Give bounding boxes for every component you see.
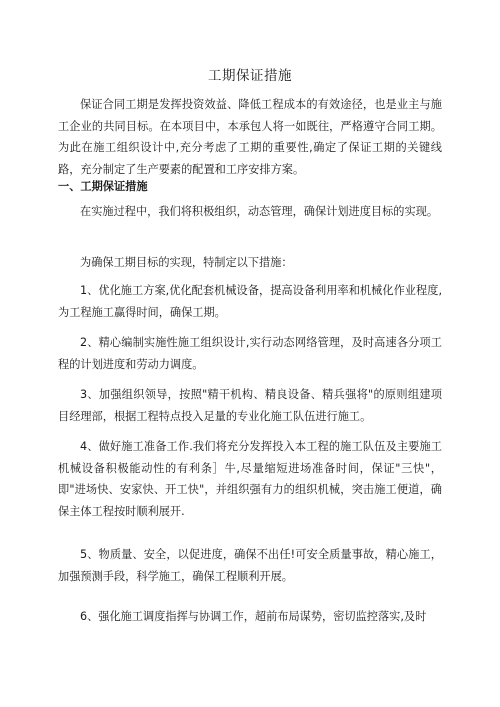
- measure-item-5: 5、物质量、安全，以促进度，确保不出任!可安全质量事故，精心施工，加强预测手段，科学施工，确保工程顺利开展。: [58, 548, 442, 583]
- paragraph-implementation: 在实施过程中，我们将积极组织，动态管理，确保计划进度目标的实现。: [80, 205, 439, 218]
- measure-item-4: 4、做好施工准备工作.我们将充分发挥投入本工程的施工队伍及主要施工机械设备积极能动性的有利条］牛,尽量缩短进场准备时间，保证"三快"，即"进场快、安家快、开工快"，并组织强有力的组织机械，突击施工便道，确保主体工程按时顺利展开.: [58, 440, 442, 518]
- paragraph-measures-intro: 为确保工期目标的实现，特制定以下措施：: [80, 256, 293, 269]
- document-title: 工期保证措施: [208, 68, 292, 84]
- measure-item-1: 1、优化施工方案,优化配套机械设备，提高设备利用率和机械化作业程度,为工程施工赢得时间，确保工期。: [58, 284, 442, 319]
- measure-item-2: 2、精心编制实施性施工组织设计,实行动态网络管理，及时高速各分项工程的计划进度和劳动力调度。: [58, 336, 442, 371]
- measure-item-6: 6、强化施工调度指挥与协调工作，超前布局谋势，密切监控落实,及时: [80, 610, 427, 623]
- measure-item-3: 3、加强组织领导，按照"精干机构、精良设备、精兵强将"的原则组建项目经理部，根据工程特点投入足量的专业化施工队伍进行施工。: [58, 388, 442, 423]
- intro-paragraph: 保证合同工期是发挥投资效益、降低工程成本的有效途径，也是业主与施工企业的共同目标。在本项目中，本承包人将一如既往，严格遵守合同工期。为此在施工组织设计中,充分考虑了工期的重要性,确定了保证工期的关键线路，充分制定了生产要素的配置和工序安排方案。: [58, 98, 442, 176]
- section-heading: 一、工期保证措施: [58, 180, 148, 193]
